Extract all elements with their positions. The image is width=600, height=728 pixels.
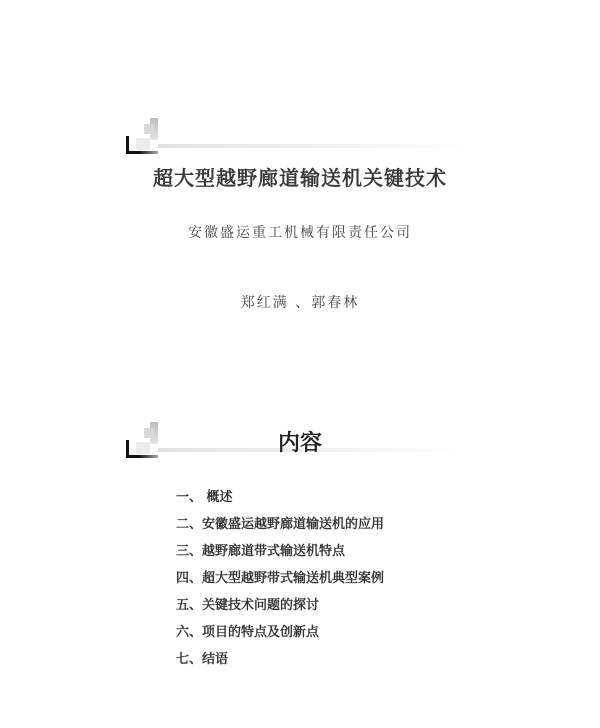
corner-decoration xyxy=(126,118,186,168)
cover-authors: 郑红满 、郭春林 xyxy=(240,295,360,311)
decor-block xyxy=(144,124,154,134)
toc-item: 六、项目的特点及创新点 xyxy=(176,625,320,640)
toc-item: 七、结语 xyxy=(176,652,229,667)
decor-fade-line xyxy=(158,144,464,148)
cover-title: 超大型越野廊道输送机关键技术 xyxy=(153,166,447,190)
toc-item: 二、安徽盛运越野廊道输送机的应用 xyxy=(176,517,385,532)
decor-block xyxy=(136,138,150,150)
toc-slide xyxy=(0,364,600,728)
toc-item: 四、超大型越野带式输送机典型案例 xyxy=(176,571,385,586)
cover-organization: 安徽盛运重工机械有限责任公司 xyxy=(188,225,412,241)
toc-item: 五、关键技术问题的探讨 xyxy=(176,598,320,613)
toc-item: 一、 概述 xyxy=(176,490,233,505)
toc-title: 内容 xyxy=(277,430,322,456)
toc-item: 三、越野廊道带式输送机特点 xyxy=(176,544,346,559)
decor-horizontal-bar xyxy=(126,151,158,154)
toc-list xyxy=(176,484,384,673)
